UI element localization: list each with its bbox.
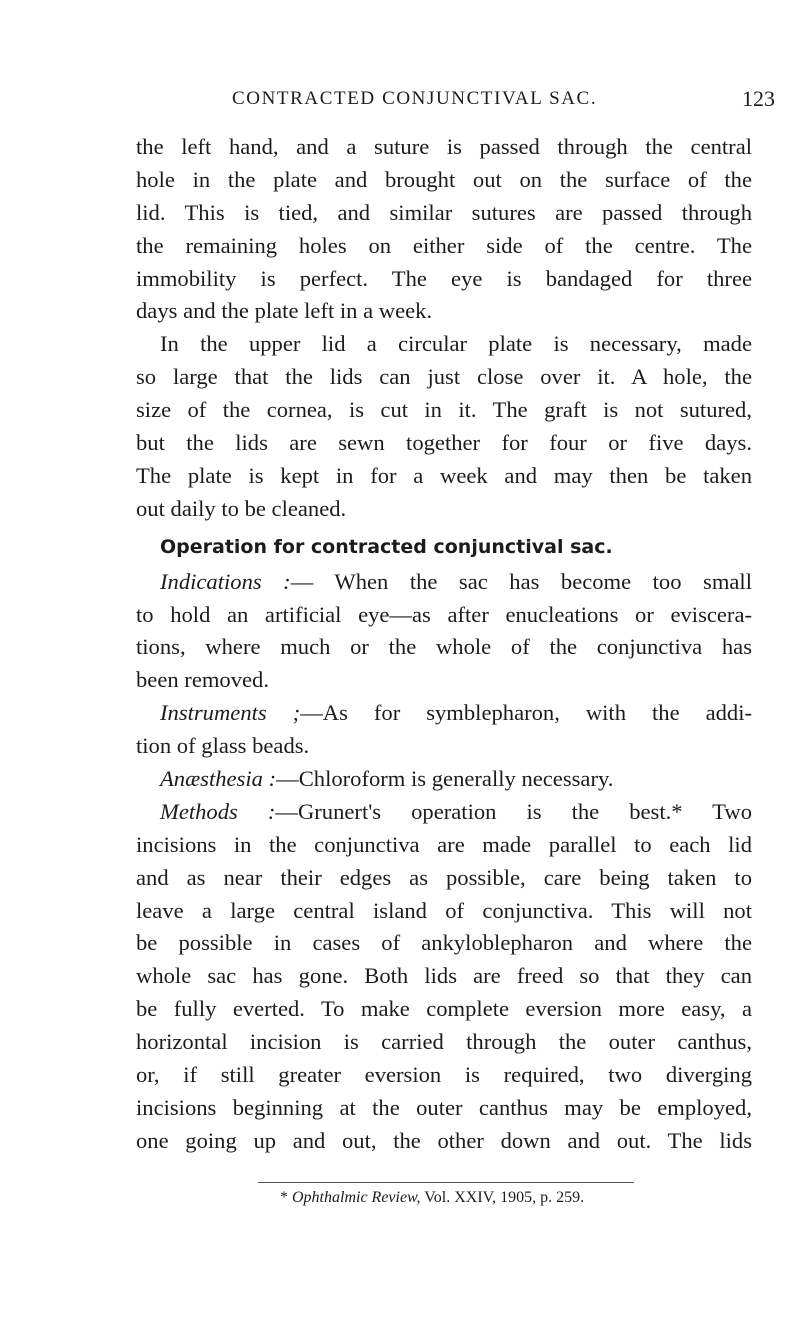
text-line: days and the plate left in a week. [136, 298, 433, 324]
footnote [280, 1189, 584, 1207]
text-line: and as near their edges as possible, care being taken to [136, 864, 752, 890]
text-line: size of the cornea, is cut in it. The graft is not sutured, [136, 397, 752, 423]
anaesthesia-label: Anæsthesia : [160, 766, 277, 792]
text-line: be fully everted. To make complete eversion more easy, a [136, 996, 752, 1022]
text-line: one going up and out, the other down and out. The lids [136, 1127, 752, 1153]
text-line: whole sac has gone. Both lids are freed so that they can [136, 963, 752, 989]
page-number: 123 [742, 86, 775, 111]
text-line: the left hand, and a suture is passed through the central [136, 134, 752, 159]
methods-label: Methods : [160, 798, 276, 824]
anaesthesia-text: —Chloroform is generally necessary. [276, 766, 614, 792]
running-head [0, 86, 801, 116]
text-line: but the lids are sewn together for four or five days. [136, 430, 752, 456]
indications-text: — When the sac has become too small [290, 568, 752, 594]
instruments-text: —As for symblepharon, with the addi- [300, 700, 752, 726]
text-line: the remaining holes on either side of the centre. The [136, 232, 752, 258]
text-line: tions, where much or the whole of the conjunctiva has [136, 634, 752, 660]
section-heading: Operation for contracted conjunctival sac. [160, 535, 613, 558]
text-line: to hold an artificial eye—as after enucleations or eviscera- [136, 601, 752, 627]
text-line: hole in the plate and brought out on the surface of the [136, 166, 752, 192]
text-line: The plate is kept in for a week and may then be taken [136, 462, 752, 488]
footnote-journal: Ophthalmic Review, [292, 1189, 421, 1206]
text-line: or, if still greater eversion is required, two diverging [136, 1062, 752, 1088]
text-line: immobility is perfect. The eye is bandaged for three [136, 265, 752, 291]
instruments-label: Instruments ; [160, 700, 301, 726]
footnote-citation: Vol. XXIV, 1905, p. 259. [420, 1189, 585, 1206]
text-line: lid. This is tied, and similar sutures are passed through [136, 199, 752, 225]
indications-line [136, 566, 752, 599]
text-line: In the upper lid a circular plate is necessary, made [160, 331, 752, 357]
methods-text: —Grunert's operation is the best.* Two [275, 798, 753, 824]
text-line: out daily to be cleaned. [136, 495, 347, 521]
indications-label: Indications : [160, 568, 291, 594]
text-line: incisions in the conjunctiva are made parallel to each lid [136, 831, 752, 857]
footnote-marker: * [280, 1189, 292, 1206]
text-line: horizontal incision is carried through the outer canthus, [136, 1029, 752, 1055]
text-line: so large that the lids can just close over it. A hole, the [136, 364, 752, 390]
text-line: be possible in cases of ankyloblepharon and where the [136, 930, 752, 956]
methods-line [136, 796, 752, 829]
running-title: CONTRACTED CONJUNCTIVAL SAC. [232, 88, 598, 109]
text-line: been removed. [136, 667, 269, 693]
body-text [136, 131, 752, 1158]
text-line: leave a large central island of conjunctiva. This will not [136, 897, 752, 923]
anaesthesia-line [136, 763, 752, 796]
text-line: tion of glass beads. [136, 733, 310, 759]
text-line: incisions beginning at the outer canthus may be employed, [136, 1094, 752, 1120]
footnote-divider [258, 1182, 634, 1183]
instruments-line [136, 697, 752, 730]
